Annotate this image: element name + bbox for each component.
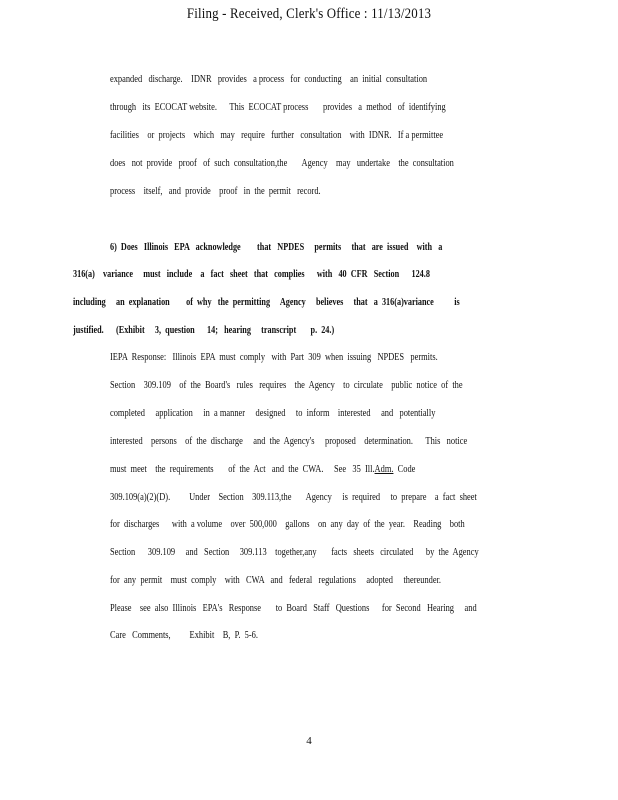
- question-line: 316(a) variance must include a fact sheet that complies with 40 CFR Section 124.8: [73, 269, 430, 280]
- response-line: 309.109(a)(2)(D). Under Section 309.113,the Agency is required to prepare a fact sheet: [110, 492, 477, 503]
- page-number: 4: [306, 735, 312, 747]
- response-line: completed application in a manner designed to inform interested and potentially: [110, 408, 436, 419]
- underlined-abbreviation: Adm.: [374, 464, 394, 475]
- response-line-tail: Code: [393, 464, 416, 475]
- response-line: Care Comments, Exhibit B, P. 5-6.: [110, 630, 258, 641]
- response-line: [110, 463, 415, 477]
- paragraph-line: process itself, and provide proof in the permit record.: [110, 186, 321, 197]
- filing-stamp-header: Filing - Received, Clerk's Office : 11/13/2013: [186, 6, 432, 22]
- response-line-text: must meet the requirements of the Act and the CWA. See 35 Ill.: [110, 464, 375, 475]
- response-line: Section 309.109 of the Board's rules requires the Agency to circulate public notice of the: [110, 380, 463, 391]
- response-line: for any permit must comply with CWA and federal regulations adopted thereunder.: [110, 575, 442, 586]
- question-line: including an explanation of why the permitting Agency believes that a 316(a)variance is: [73, 297, 460, 308]
- response-line: Section 309.109 and Section 309.113 together,any facts sheets circulated by the Agency: [110, 547, 479, 558]
- paragraph-line: does not provide proof of such consultation,the Agency may undertake the consultation: [110, 158, 454, 169]
- question-line: justified. (Exhibit 3, question 14; hearing transcript p. 24.): [73, 325, 335, 336]
- response-line: for discharges with a volume over 500,000 gallons on any day of the year. Reading both: [110, 519, 465, 530]
- response-line: IEPA Response: Illinois EPA must comply with Part 309 when issuing NPDES permits.: [110, 352, 438, 363]
- paragraph-line: facilities or projects which may require further consultation with IDNR. If a permittee: [110, 130, 444, 141]
- question-line: 6) Does Illinois EPA acknowledge that NPDES permits that are issued with a: [110, 242, 443, 253]
- response-line: Please see also Illinois EPA's Response to Board Staff Questions for Second Hearing and: [110, 603, 477, 614]
- response-line: interested persons of the discharge and the Agency's proposed determination. This notice: [110, 436, 468, 447]
- paragraph-line: expanded discharge. IDNR provides a process for conducting an initial consultation: [110, 74, 428, 85]
- paragraph-line: through its ECOCAT website. This ECOCAT process provides a method of identifying: [110, 102, 446, 113]
